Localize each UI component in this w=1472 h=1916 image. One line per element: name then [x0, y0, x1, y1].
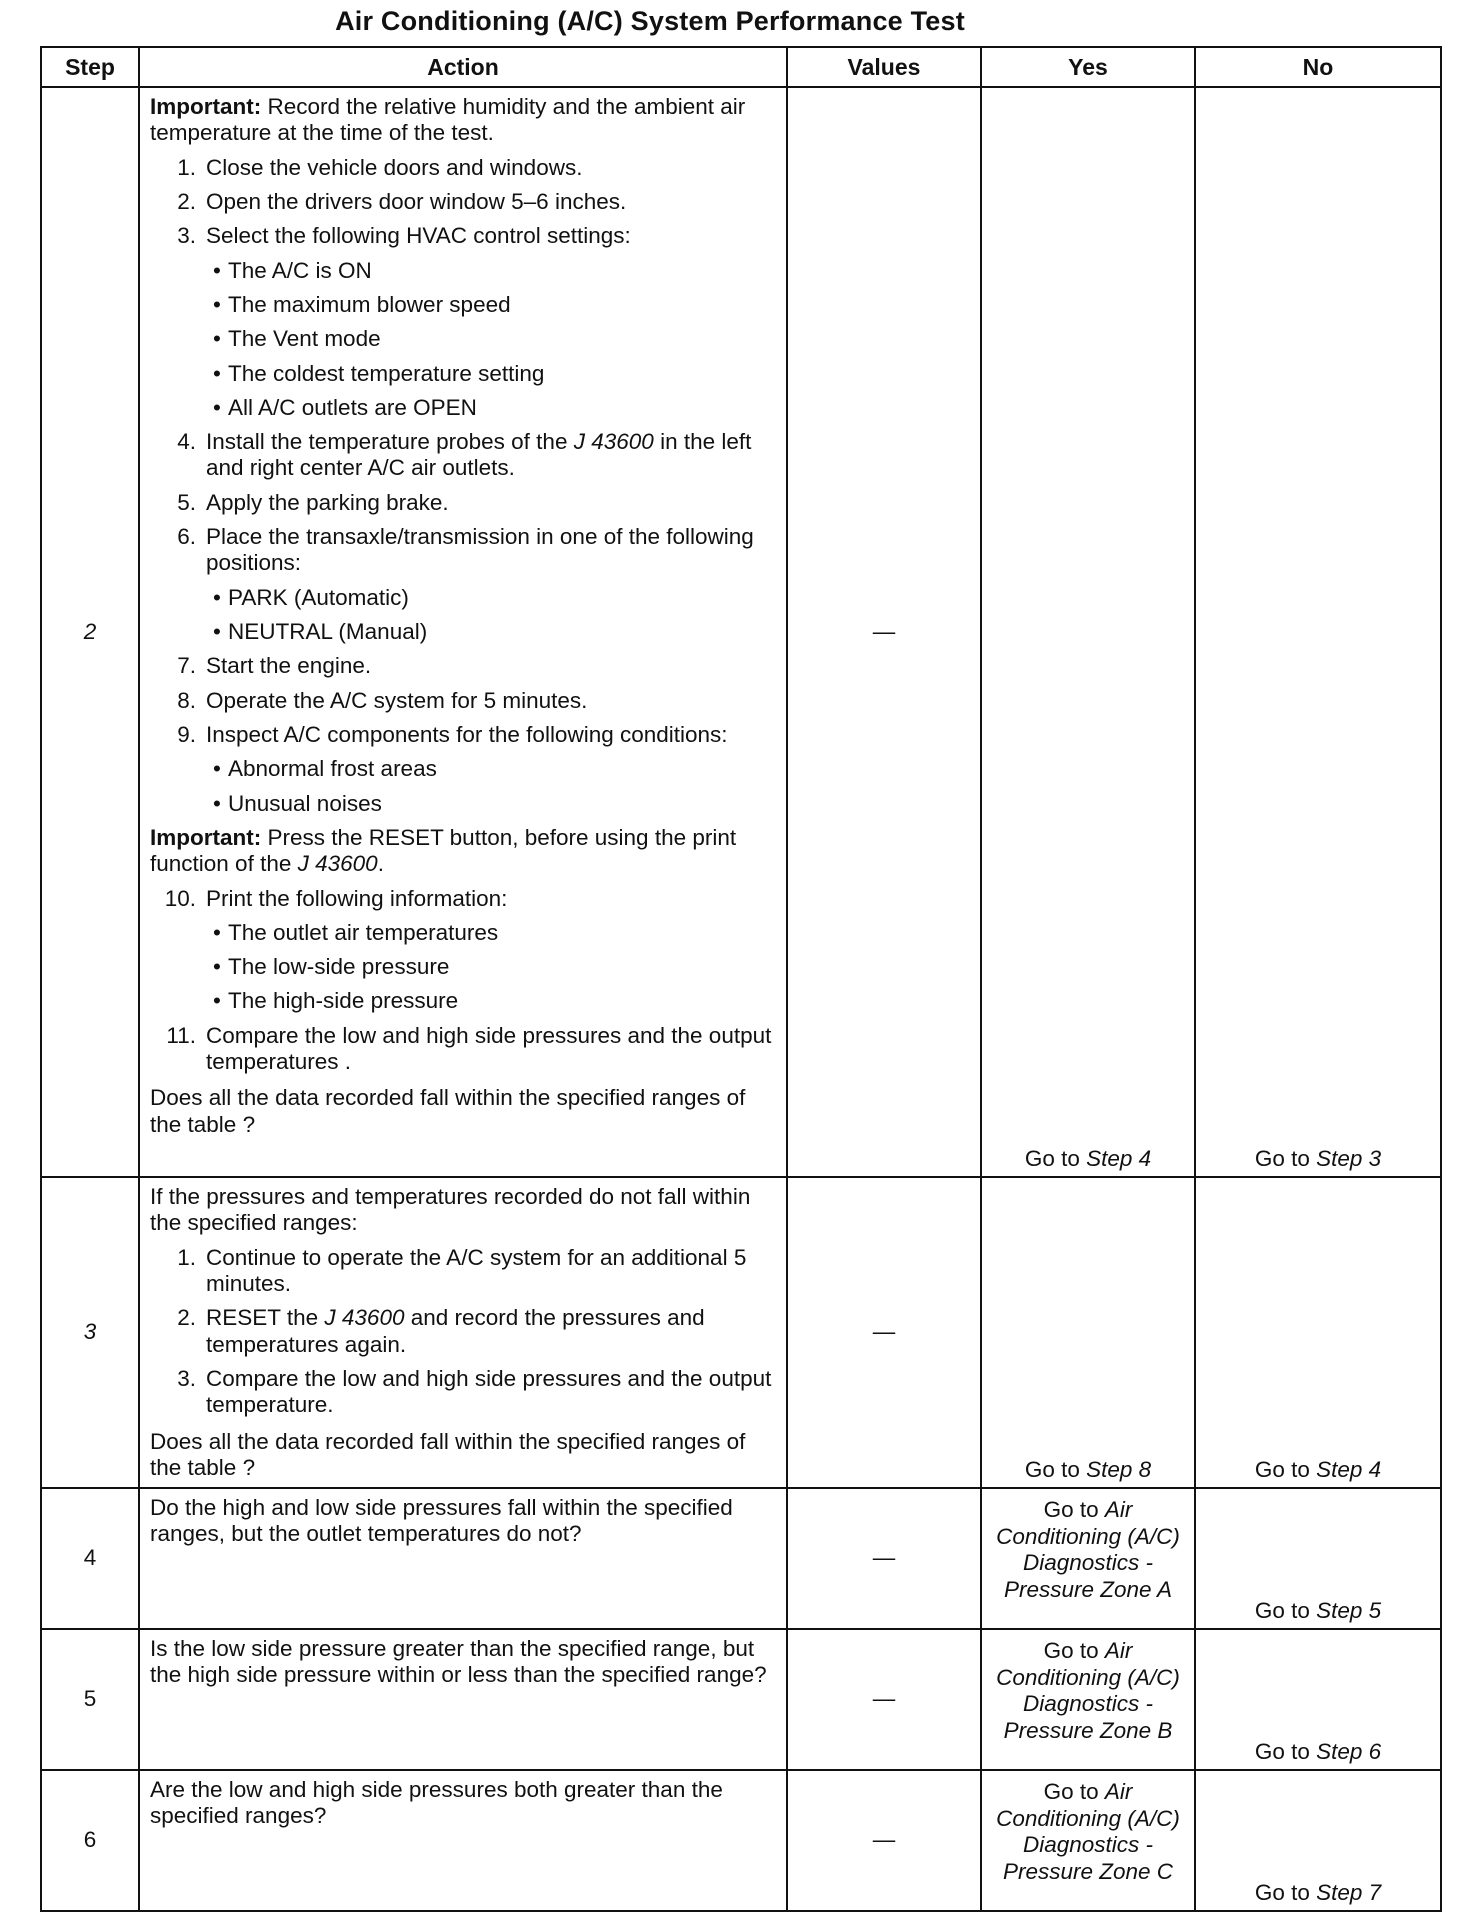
important-label: Important:: [150, 94, 262, 119]
table-row-step-4: [41, 1488, 1441, 1629]
item-text: Print the following information:: [206, 885, 508, 911]
no-cell: [1195, 1177, 1441, 1488]
important-text: Record the relative humidity and the ambient air temperature at the time of the test.: [150, 94, 746, 146]
item-number: 2.: [177, 188, 196, 214]
diagnostics-link[interactable]: Air Conditioning (A/C) Diagnostics - Pressure Zone B: [996, 1638, 1180, 1743]
bullet-text: Unusual noises: [228, 790, 382, 816]
bullet-item: [206, 619, 778, 645]
item-text-part: and record the pressures and temperatures again.: [206, 1305, 705, 1357]
item-text: [206, 1305, 778, 1358]
bullet-text: NEUTRAL (Manual): [228, 619, 428, 644]
bullet-icon: •: [213, 756, 221, 782]
bullet-text: The maximum blower speed: [228, 291, 511, 317]
table-row-step-2: [41, 87, 1441, 1177]
list-item: [150, 722, 778, 748]
step-link[interactable]: Step 8: [1086, 1456, 1152, 1482]
bullet-item: [206, 585, 778, 611]
item-text: Operate the A/C system for 5 minutes.: [206, 687, 588, 713]
diagnostics-link[interactable]: Air Conditioning (A/C) Diagnostics - Pressure Zone A: [996, 1497, 1180, 1602]
yes-goto: [982, 1489, 1194, 1603]
no-goto: [1196, 1598, 1440, 1624]
item-number: 1.: [177, 1244, 196, 1270]
item-number: 4.: [177, 429, 196, 455]
no-cell: [1195, 1770, 1441, 1911]
performance-test-table: [40, 46, 1442, 1912]
tool-reference: J 43600: [324, 1305, 405, 1331]
item-text: Select the following HVAC control settings:: [206, 223, 631, 249]
no-goto: [1196, 1457, 1440, 1483]
list-item: [150, 155, 778, 181]
item-number: 8.: [177, 687, 196, 713]
no-cell: [1195, 1488, 1441, 1629]
goto-prefix: Go to: [1254, 1145, 1310, 1171]
decision-question: Does all the data recorded fall within the specified ranges of the table ?: [150, 1428, 746, 1480]
list-item: [150, 1366, 778, 1419]
yes-cell: [981, 87, 1195, 1177]
yes-cell: [981, 1770, 1195, 1911]
list-item: [150, 490, 778, 516]
step-number: 6: [41, 1770, 139, 1911]
list-item: [150, 189, 778, 215]
step-link[interactable]: Step 4: [1316, 1456, 1382, 1482]
step-link[interactable]: Step 3: [1316, 1145, 1382, 1171]
step-number: 4: [41, 1488, 139, 1629]
important-text: Press the RESET button, before using the print function of the: [150, 824, 737, 877]
goto-prefix: Go to: [1254, 1738, 1310, 1764]
yes-cell: [981, 1177, 1195, 1488]
list-item: [150, 1023, 778, 1076]
list-item: [150, 886, 778, 912]
yes-goto: [982, 1146, 1194, 1172]
bullet-icon: •: [213, 360, 221, 386]
bullet-text: The low-side pressure: [228, 954, 450, 980]
goto-prefix: Go to: [1254, 1456, 1310, 1482]
list-item: [150, 429, 778, 482]
bullet-text: The high-side pressure: [228, 988, 459, 1014]
goto-prefix: Go to: [1043, 1638, 1099, 1664]
intro-text: If the pressures and temperatures recorded do not fall within the specified ranges:: [150, 1184, 751, 1236]
list-item: [150, 653, 778, 679]
bullet-icon: •: [213, 291, 221, 317]
bullet-item: [206, 920, 778, 946]
bullet-text: The Vent mode: [228, 326, 381, 352]
bullet-icon: •: [213, 619, 221, 644]
goto-prefix: Go to: [1024, 1456, 1080, 1482]
table-row-step-6: [41, 1770, 1441, 1911]
values-cell: —: [787, 1629, 981, 1770]
bullet-item: [206, 954, 778, 980]
bullet-icon: •: [213, 257, 221, 283]
bullet-text: The A/C is ON: [228, 257, 372, 283]
item-text-part: Install the temperature probes of the: [206, 429, 568, 455]
bullet-icon: •: [213, 988, 221, 1014]
step-number: 3: [41, 1177, 139, 1488]
action-cell: [139, 1629, 787, 1770]
yes-cell: [981, 1488, 1195, 1629]
goto-prefix: Go to: [1043, 1497, 1099, 1523]
bullet-item: [206, 361, 778, 387]
bullet-icon: •: [213, 584, 221, 610]
tool-reference: J 43600: [573, 429, 654, 455]
values-cell: —: [787, 1770, 981, 1911]
item-text: Place the transaxle/transmission in one of the following positions:: [206, 524, 754, 576]
item-text: Open the drivers door window 5–6 inches.: [206, 188, 627, 214]
bullet-text: Abnormal frost areas: [228, 756, 437, 782]
item-number: 3.: [177, 223, 196, 249]
tool-reference: J 43600: [297, 851, 378, 877]
bullet-item: [206, 756, 778, 782]
no-cell: [1195, 1629, 1441, 1770]
important-note: [150, 94, 778, 147]
list-item: [150, 688, 778, 714]
bullet-item: [206, 988, 778, 1014]
important-note: Important: Press the RESET button, before using the print function of the J 43600.: [150, 824, 737, 877]
item-text: Inspect A/C components for the following conditions:: [206, 721, 728, 747]
yes-goto: [982, 1630, 1194, 1744]
bullet-item: [206, 395, 778, 421]
bullet-text: PARK (Automatic): [228, 584, 409, 610]
item-number: 11.: [166, 1022, 196, 1048]
values-cell: —: [787, 87, 981, 1177]
item-number: 6.: [177, 524, 196, 550]
header-action: Action: [139, 47, 787, 87]
item-text: Compare the low and high side pressures and the output temperature.: [206, 1365, 772, 1418]
step-number: 5: [41, 1629, 139, 1770]
list-item: [150, 1305, 778, 1358]
item-number: 1.: [177, 154, 196, 180]
goto-prefix: Go to: [1024, 1145, 1080, 1171]
bullet-item: [206, 326, 778, 352]
decision-question: Is the low side pressure greater than the specified range, but the high side pressure within or less than the specified range?: [150, 1636, 767, 1688]
values-cell: —: [787, 1488, 981, 1629]
item-text: Start the engine.: [206, 653, 372, 679]
step-number: 2: [41, 87, 139, 1177]
header-values: Values: [787, 47, 981, 87]
bullet-icon: •: [213, 954, 221, 980]
bullet-item: [206, 791, 778, 817]
item-number: 3.: [177, 1365, 196, 1391]
important-label: Important:: [150, 824, 262, 850]
page-title: Air Conditioning (A/C) System Performance Test: [335, 6, 965, 36]
bullet-item: [206, 258, 778, 284]
bullet-item: [206, 292, 778, 318]
no-goto: [1196, 1880, 1440, 1906]
bullet-text: The outlet air temperatures: [228, 919, 499, 945]
header-no: No: [1195, 47, 1441, 87]
item-number: 10.: [164, 885, 196, 911]
bullet-icon: •: [213, 326, 221, 352]
step-link[interactable]: Step 4: [1086, 1145, 1152, 1171]
bullet-text: All A/C outlets are OPEN: [228, 394, 477, 420]
no-goto: [1196, 1146, 1440, 1172]
header-row: [41, 47, 1441, 87]
item-text-part: in the left and right center A/C air outlets.: [206, 429, 752, 481]
bullet-icon: •: [213, 919, 221, 945]
list-item: [150, 524, 778, 577]
item-number: 7.: [177, 653, 196, 679]
item-text: Close the vehicle doors and windows.: [206, 154, 583, 180]
yes-goto: [982, 1457, 1194, 1483]
step-link[interactable]: Step 7: [1316, 1879, 1382, 1905]
decision-question: Are the low and high side pressures both greater than the specified ranges?: [150, 1777, 723, 1829]
decision-question: Does all the data recorded fall within the specified ranges of the table ?: [150, 1085, 746, 1137]
table-row-step-5: [41, 1629, 1441, 1770]
item-text: Continue to operate the A/C system for an additional 5 minutes.: [206, 1244, 747, 1296]
header-step: Step: [41, 47, 139, 87]
item-text: [206, 429, 778, 482]
goto-prefix: Go to: [1254, 1597, 1310, 1623]
decision-question: Do the high and low side pressures fall within the specified ranges, but the outlet temperatures do not?: [150, 1495, 733, 1547]
list-item: [150, 1245, 778, 1298]
values-cell: —: [787, 1177, 981, 1488]
item-text-part: RESET the: [206, 1305, 319, 1331]
header-yes: Yes: [981, 47, 1195, 87]
bullet-icon: •: [213, 790, 221, 816]
no-goto: [1196, 1739, 1440, 1765]
step-link[interactable]: Step 5: [1316, 1597, 1382, 1623]
item-number: 5.: [177, 489, 196, 515]
item-text: Compare the low and high side pressures and the output temperatures .: [206, 1022, 772, 1075]
diagnostics-link[interactable]: Air Conditioning (A/C) Diagnostics - Pressure Zone C: [996, 1779, 1180, 1884]
goto-prefix: Go to: [1254, 1879, 1310, 1905]
no-cell: [1195, 87, 1441, 1177]
list-item: [150, 223, 778, 249]
action-cell: [139, 1488, 787, 1629]
action-cell: [139, 1770, 787, 1911]
table-row-step-3: [41, 1177, 1441, 1488]
action-cell: [139, 1177, 787, 1488]
yes-goto: [982, 1771, 1194, 1885]
bullet-text: The coldest temperature setting: [228, 360, 545, 386]
item-number: 9.: [177, 721, 196, 747]
item-number: 2.: [177, 1305, 196, 1331]
goto-prefix: Go to: [1043, 1779, 1099, 1805]
step-link[interactable]: Step 6: [1316, 1738, 1382, 1764]
bullet-icon: •: [213, 394, 221, 420]
item-text: Apply the parking brake.: [206, 489, 449, 515]
yes-cell: [981, 1629, 1195, 1770]
action-cell: [139, 87, 787, 1177]
